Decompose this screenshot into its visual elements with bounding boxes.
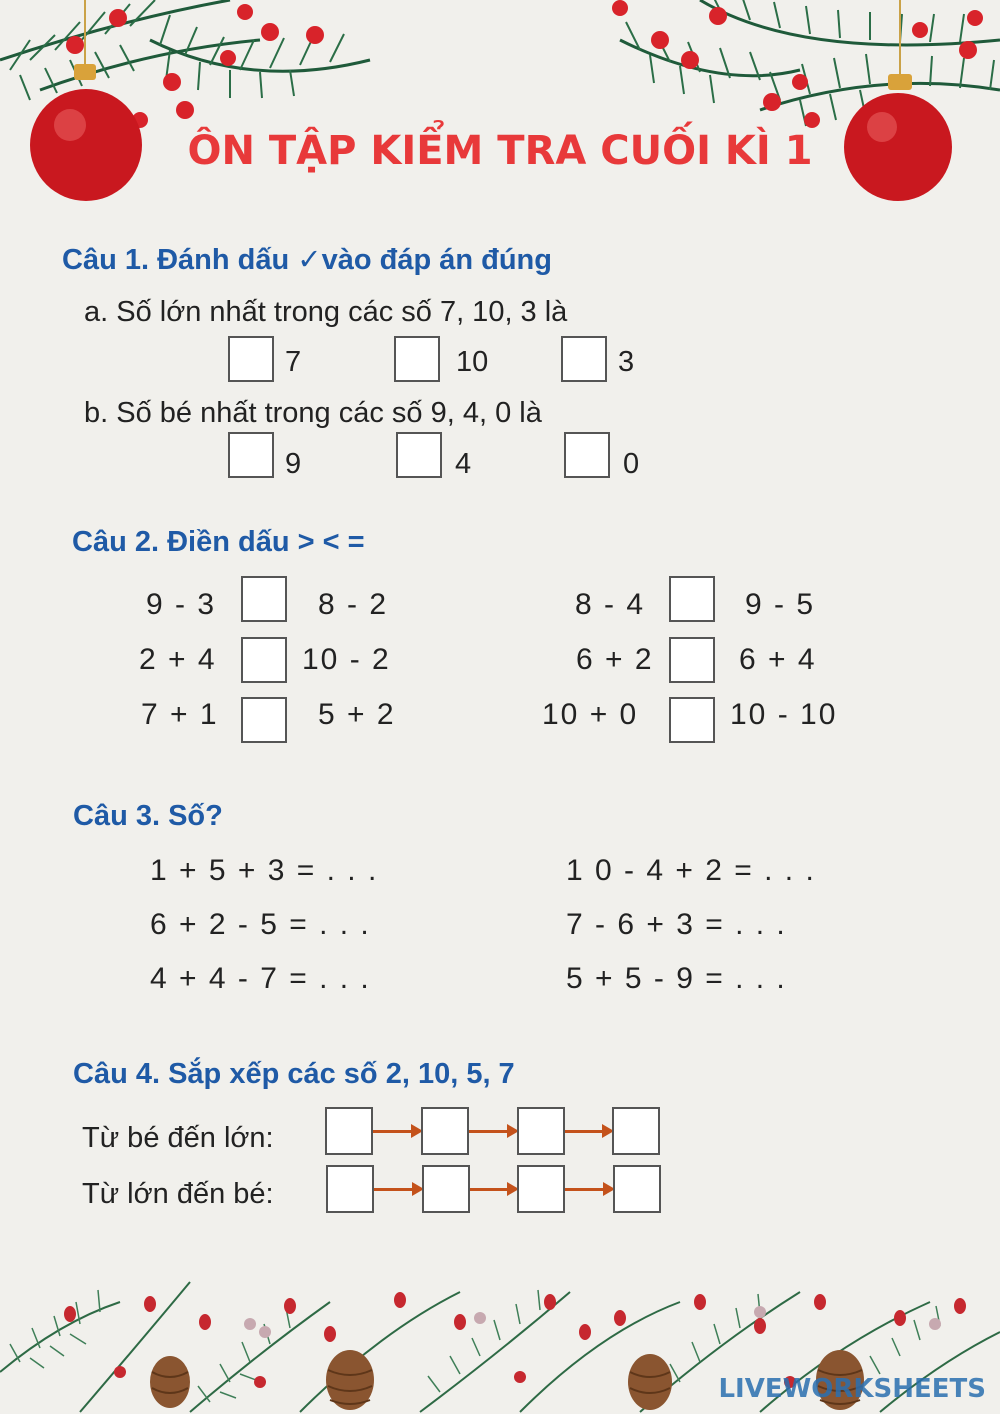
q1b-option-box-1[interactable] — [228, 432, 274, 478]
q1a-option-box-1[interactable] — [228, 336, 274, 382]
q1b-option-label-3: 0 — [623, 448, 640, 480]
q2-left-expr-4: 8 - 4 — [575, 588, 646, 621]
q1a-option-label-1: 7 — [285, 346, 302, 378]
q4-heading: Câu 4. Sắp xếp các số 2, 10, 5, 7 — [73, 1058, 515, 1090]
q2-answer-box-2[interactable] — [241, 637, 287, 683]
q1a-question: a. Số lớn nhất trong các số 7, 10, 3 là — [84, 296, 568, 328]
arrow-right-icon — [565, 1130, 610, 1133]
q3-expression-4: 1 0 - 4 + 2 = . . . — [566, 854, 816, 887]
q1a-option-label-2: 10 — [456, 346, 489, 378]
q4-row1-box-3[interactable] — [517, 1107, 565, 1155]
q4-row1-box-2[interactable] — [421, 1107, 469, 1155]
arrow-right-icon — [470, 1188, 515, 1191]
q2-right-expr-4: 9 - 5 — [745, 588, 816, 621]
q3-expression-2: 6 + 2 - 5 = . . . — [150, 908, 371, 941]
q2-right-expr-5: 6 + 4 — [739, 643, 817, 676]
arrow-right-icon — [469, 1130, 515, 1133]
q2-left-expr-6: 10 + 0 — [542, 698, 639, 731]
checkmark-icon: ✓ — [297, 242, 322, 276]
arrow-right-icon — [373, 1130, 419, 1133]
q2-left-expr-5: 6 + 2 — [576, 643, 654, 676]
q4-row2-box-3[interactable] — [517, 1165, 565, 1213]
q4-row1-box-4[interactable] — [612, 1107, 660, 1155]
q2-answer-box-6[interactable] — [669, 697, 715, 743]
q1b-option-label-1: 9 — [285, 448, 302, 480]
q2-right-expr-1: 8 - 2 — [318, 588, 389, 621]
q3-expression-6: 5 + 5 - 9 = . . . — [566, 962, 787, 995]
q1a-option-label-3: 3 — [618, 346, 635, 378]
q2-right-expr-2: 10 - 2 — [302, 643, 391, 676]
q2-answer-box-4[interactable] — [669, 576, 715, 622]
q1-heading-suffix: vào đáp án đúng — [321, 244, 552, 276]
q2-left-expr-1: 9 - 3 — [146, 588, 217, 621]
q3-expression-5: 7 - 6 + 3 = . . . — [566, 908, 787, 941]
q4-row1-box-1[interactable] — [325, 1107, 373, 1155]
q1b-option-box-3[interactable] — [564, 432, 610, 478]
q1a-option-box-2[interactable] — [394, 336, 440, 382]
arrow-right-icon — [565, 1188, 611, 1191]
q4-row2-box-4[interactable] — [613, 1165, 661, 1213]
q3-expression-1: 1 + 5 + 3 = . . . — [150, 854, 379, 887]
q1-heading — [62, 242, 552, 277]
q2-right-expr-3: 5 + 2 — [318, 698, 396, 731]
q3-expression-3: 4 + 4 - 7 = . . . — [150, 962, 371, 995]
q3-heading: Câu 3. Số? — [73, 800, 223, 832]
q1a-option-box-3[interactable] — [561, 336, 607, 382]
q4-row2-box-1[interactable] — [326, 1165, 374, 1213]
q2-left-expr-2: 2 + 4 — [139, 643, 217, 676]
q1b-question: b. Số bé nhất trong các số 9, 4, 0 là — [84, 397, 542, 429]
q2-answer-box-1[interactable] — [241, 576, 287, 622]
q2-left-expr-3: 7 + 1 — [141, 698, 219, 731]
watermark-logo: LIVEWORKSHEETS — [718, 1374, 986, 1404]
q2-right-expr-6: 10 - 10 — [730, 698, 838, 731]
q1-heading-prefix: Câu 1. Đánh dấu — [62, 244, 290, 276]
arrow-right-icon — [374, 1188, 420, 1191]
q2-answer-box-5[interactable] — [669, 637, 715, 683]
q1b-option-label-2: 4 — [455, 448, 472, 480]
page-title: ÔN TẬP KIỂM TRA CUỐI KÌ 1 — [187, 128, 813, 174]
q2-answer-box-3[interactable] — [241, 697, 287, 743]
q2-heading: Câu 2. Điền dấu > < = — [72, 526, 365, 558]
q1b-option-box-2[interactable] — [396, 432, 442, 478]
q4-row-label-2: Từ lớn đến bé: — [82, 1178, 274, 1210]
q4-row-label-1: Từ bé đến lớn: — [82, 1122, 274, 1154]
q4-row2-box-2[interactable] — [422, 1165, 470, 1213]
top-decoration — [0, 0, 1000, 230]
